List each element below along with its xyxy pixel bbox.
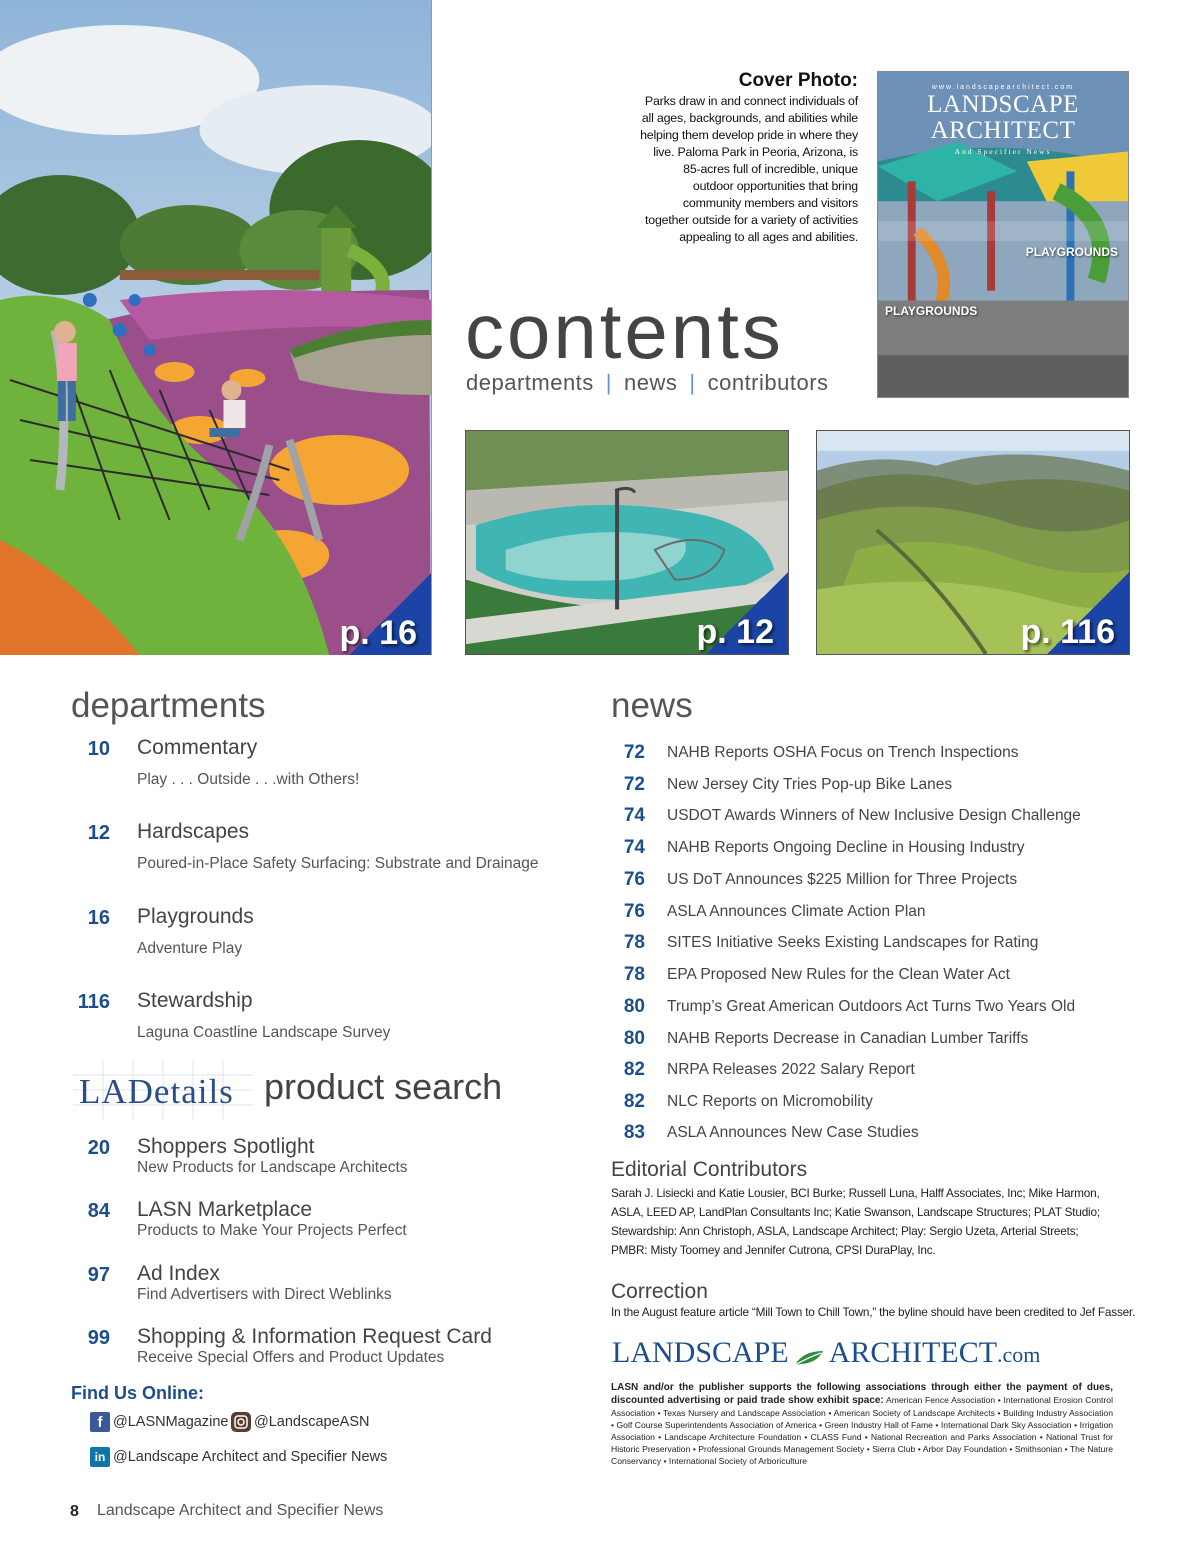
department-title: Stewardship	[137, 989, 253, 1012]
news-item[interactable]	[612, 1122, 1172, 1150]
department-title: Hardscapes	[137, 820, 250, 843]
footer-publication-name: Landscape Architect and Specifier News	[97, 1502, 384, 1519]
news-title: NRPA Releases 2022 Salary Report	[667, 1061, 915, 1078]
product-page-number: 99	[87, 1327, 110, 1349]
facebook-icon: f	[90, 1412, 110, 1432]
link-departments[interactable]: departments	[466, 370, 594, 395]
news-item[interactable]	[612, 901, 1172, 929]
product-search-heading: product search	[264, 1066, 503, 1107]
news-title: Trump’s Great American Outdoors Act Turns Two Years Old	[667, 998, 1076, 1015]
editorial-contributors-text: Sarah J. Lisiecki and Katie Lousier, BCI Burke; Russell Luna, Halff Associates, Inc; Mike Harmon, ASLA, LEED AP, LandPlan Consultants Inc; Katie Swanson, Landscape Structures; PLAT Studio; Stewardship: Ann Christoph, ASLA, Landscape Architect; Play: Sergio Uzeta, Arterial Streets; PMBR: Misty Toomey and Jennifer Cutrona, CPSI DuraPlay, Inc.	[611, 1186, 1100, 1257]
news-page-number: 83	[623, 1122, 645, 1143]
find-us-heading: Find Us Online:	[71, 1383, 204, 1403]
news-item[interactable]	[612, 1059, 1172, 1087]
news-item[interactable]	[612, 837, 1172, 865]
facebook-handle: @LASNMagazine	[113, 1414, 229, 1430]
department-subtitle: Play . . . Outside . . .with Others!	[137, 771, 360, 788]
product-title: Ad Index	[137, 1262, 220, 1285]
leaf-icon	[793, 1349, 825, 1367]
product-title: Shopping & Information Request Card	[137, 1325, 492, 1348]
news-title: USDOT Awards Winners of New Inclusive Design Challenge	[667, 807, 1081, 824]
news-page-number: 78	[623, 964, 645, 985]
product-subtitle: New Products for Landscape Architects	[137, 1159, 408, 1176]
playground-cover-photo	[0, 0, 432, 655]
associations-list: American Fence Association • International Erosion Control Association • Texas Nursery and Landscape Association • American Society of Landscape Architects • Building Industry Association • Golf Course Superintendents Association of America • Green Industry Hall of Fame • International Dark Sky Association • Irrigation Association • Landscape Architecture Foundation • CLASS Fund • National Recreation and Parks Association • National Trust for Historic Preservation • Professional Grounds Management Society • Sierra Club • Arbor Day Foundation • Smithsonian • The Nature Conservancy • International Society of Arboriculture	[611, 1395, 1113, 1466]
page-tag-hardscapes[interactable]	[696, 572, 789, 655]
facebook-link[interactable]	[90, 1412, 228, 1432]
news-page-number: 74	[623, 805, 645, 826]
linkedin-icon: in	[90, 1447, 110, 1467]
news-item[interactable]	[612, 1091, 1172, 1119]
editorial-contributors-heading: Editorial Contributors	[611, 1158, 808, 1181]
correction-heading: Correction	[611, 1280, 708, 1303]
ladetails-logo[interactable]	[73, 1060, 253, 1120]
logo-suffix: .com	[997, 1342, 1041, 1367]
page-tag-label: p. 16	[339, 614, 417, 652]
magazine-feature-label-a: PLAYGROUNDS	[1025, 245, 1118, 259]
page-tag-label: p. 116	[1020, 613, 1115, 651]
news-title: NAHB Reports OSHA Focus on Trench Inspections	[667, 744, 1019, 761]
instagram-link[interactable]	[231, 1412, 369, 1432]
department-page-number: 116	[77, 991, 110, 1013]
instagram-icon	[231, 1412, 251, 1432]
magazine-masthead	[878, 92, 1128, 144]
news-title: US DoT Announces $225 Million for Three Projects	[667, 871, 1018, 888]
news-item[interactable]	[612, 996, 1172, 1024]
contents-heading: contents	[465, 287, 784, 375]
magazine-url: www.landscapearchitect.com	[931, 84, 1075, 91]
news-page-number: 82	[623, 1091, 645, 1112]
associations-block	[611, 1381, 1113, 1467]
department-title: Playgrounds	[137, 905, 254, 928]
footer-page-number: 8	[70, 1503, 79, 1520]
departments-heading: departments	[71, 686, 266, 725]
magazine-subtitle: And Specifier News	[954, 147, 1052, 156]
link-news[interactable]: news	[624, 370, 678, 395]
cover-photo-heading: Cover Photo:	[738, 70, 858, 91]
cover-photo-description: Parks draw in and connect individuals of all ages, backgrounds, and abilities while helping them develop pride in where they live. Paloma Park in Peoria, Arizona, is 85-acres full of incredible, unique outdoor opportunities that bring community members and visitors together outside for a variety of activities appealing to all ages and abilities.	[640, 94, 858, 244]
product-subtitle: Products to Make Your Projects Perfect	[137, 1222, 407, 1239]
news-item[interactable]	[612, 1028, 1172, 1056]
nav-separator: |	[605, 370, 613, 395]
product-page-number: 20	[87, 1137, 110, 1159]
hardscapes-photo	[465, 430, 789, 655]
stewardship-photo	[816, 430, 1130, 655]
instagram-handle: @LandscapeASN	[254, 1414, 370, 1430]
linkedin-link[interactable]	[90, 1447, 387, 1467]
news-item[interactable]	[612, 774, 1172, 802]
news-page-number: 80	[623, 1028, 645, 1049]
news-page-number: 72	[623, 742, 645, 763]
contents-nav	[466, 370, 829, 396]
ladetails-wordmark: LADetails	[79, 1072, 234, 1111]
playground-scene-illustration	[0, 0, 431, 655]
news-item[interactable]	[612, 742, 1172, 770]
news-page-number: 76	[623, 869, 645, 890]
product-page-number: 84	[87, 1200, 110, 1222]
page-tag-stewardship[interactable]	[1020, 572, 1130, 655]
logo-part-landscape: LANDSCAPE	[612, 1336, 789, 1369]
news-title: NLC Reports on Micromobility	[667, 1093, 873, 1110]
department-subtitle: Adventure Play	[137, 940, 243, 957]
news-item[interactable]	[612, 869, 1172, 897]
news-page-number: 82	[623, 1059, 645, 1080]
magazine-cover-thumbnail[interactable]	[877, 71, 1129, 398]
correction-text: In the August feature article “Mill Town to Chill Town,” the byline should have been credited to Jef Fasser.	[611, 1305, 1136, 1319]
news-title: NAHB Reports Ongoing Decline in Housing Industry	[667, 839, 1025, 856]
department-page-number: 16	[87, 907, 110, 929]
news-page-number: 76	[623, 901, 645, 922]
product-subtitle: Find Advertisers with Direct Weblinks	[137, 1286, 392, 1303]
news-page-number: 78	[623, 932, 645, 953]
associations-lead: LASN and/or the publisher supports the following associations through either the payment of dues, discounted advertising or paid trade show exhibit space:	[611, 1382, 1113, 1406]
news-title: EPA Proposed New Rules for the Clean Water Act	[667, 966, 1010, 983]
department-subtitle: Laguna Coastline Landscape Survey	[137, 1024, 391, 1041]
news-title: New Jersey City Tries Pop-up Bike Lanes	[667, 776, 953, 793]
nav-separator: |	[689, 370, 696, 395]
product-page-number: 97	[87, 1264, 110, 1286]
magazine-feature-label-b: PLAYGROUNDS	[885, 304, 978, 318]
linkedin-handle: @Landscape Architect and Specifier News	[113, 1449, 388, 1465]
news-page-number: 74	[623, 837, 645, 858]
news-item[interactable]	[612, 932, 1172, 960]
product-title: Shoppers Spotlight	[137, 1135, 315, 1158]
department-page-number: 12	[87, 822, 110, 844]
department-page-number: 10	[87, 738, 110, 760]
news-title: NAHB Reports Decrease in Canadian Lumber Tariffs	[667, 1030, 1029, 1047]
news-page-number: 80	[623, 996, 645, 1017]
news-heading: news	[611, 686, 693, 725]
page-tag-label: p. 12	[696, 613, 774, 651]
news-title: SITES Initiative Seeks Existing Landscapes for Rating	[667, 934, 1039, 951]
news-page-number: 72	[623, 774, 645, 795]
link-contributors[interactable]: contributors	[707, 370, 829, 395]
department-title: Commentary	[137, 736, 258, 759]
news-item[interactable]	[612, 805, 1172, 833]
department-subtitle: Poured-in-Place Safety Surfacing: Substrate and Drainage	[137, 855, 539, 872]
page-tag-main[interactable]	[339, 573, 432, 655]
masthead-line-1: LANDSCAPE	[927, 91, 1079, 118]
news-title: ASLA Announces Climate Action Plan	[667, 903, 926, 920]
product-subtitle: Receive Special Offers and Product Updates	[137, 1349, 445, 1366]
landscape-architect-logo[interactable]	[612, 1336, 1041, 1372]
logo-part-architect: ARCHITECT	[828, 1336, 998, 1369]
news-title: ASLA Announces New Case Studies	[667, 1124, 919, 1141]
masthead-line-2: ARCHITECT	[930, 117, 1076, 144]
news-item[interactable]	[612, 964, 1172, 992]
product-title: LASN Marketplace	[137, 1198, 313, 1221]
